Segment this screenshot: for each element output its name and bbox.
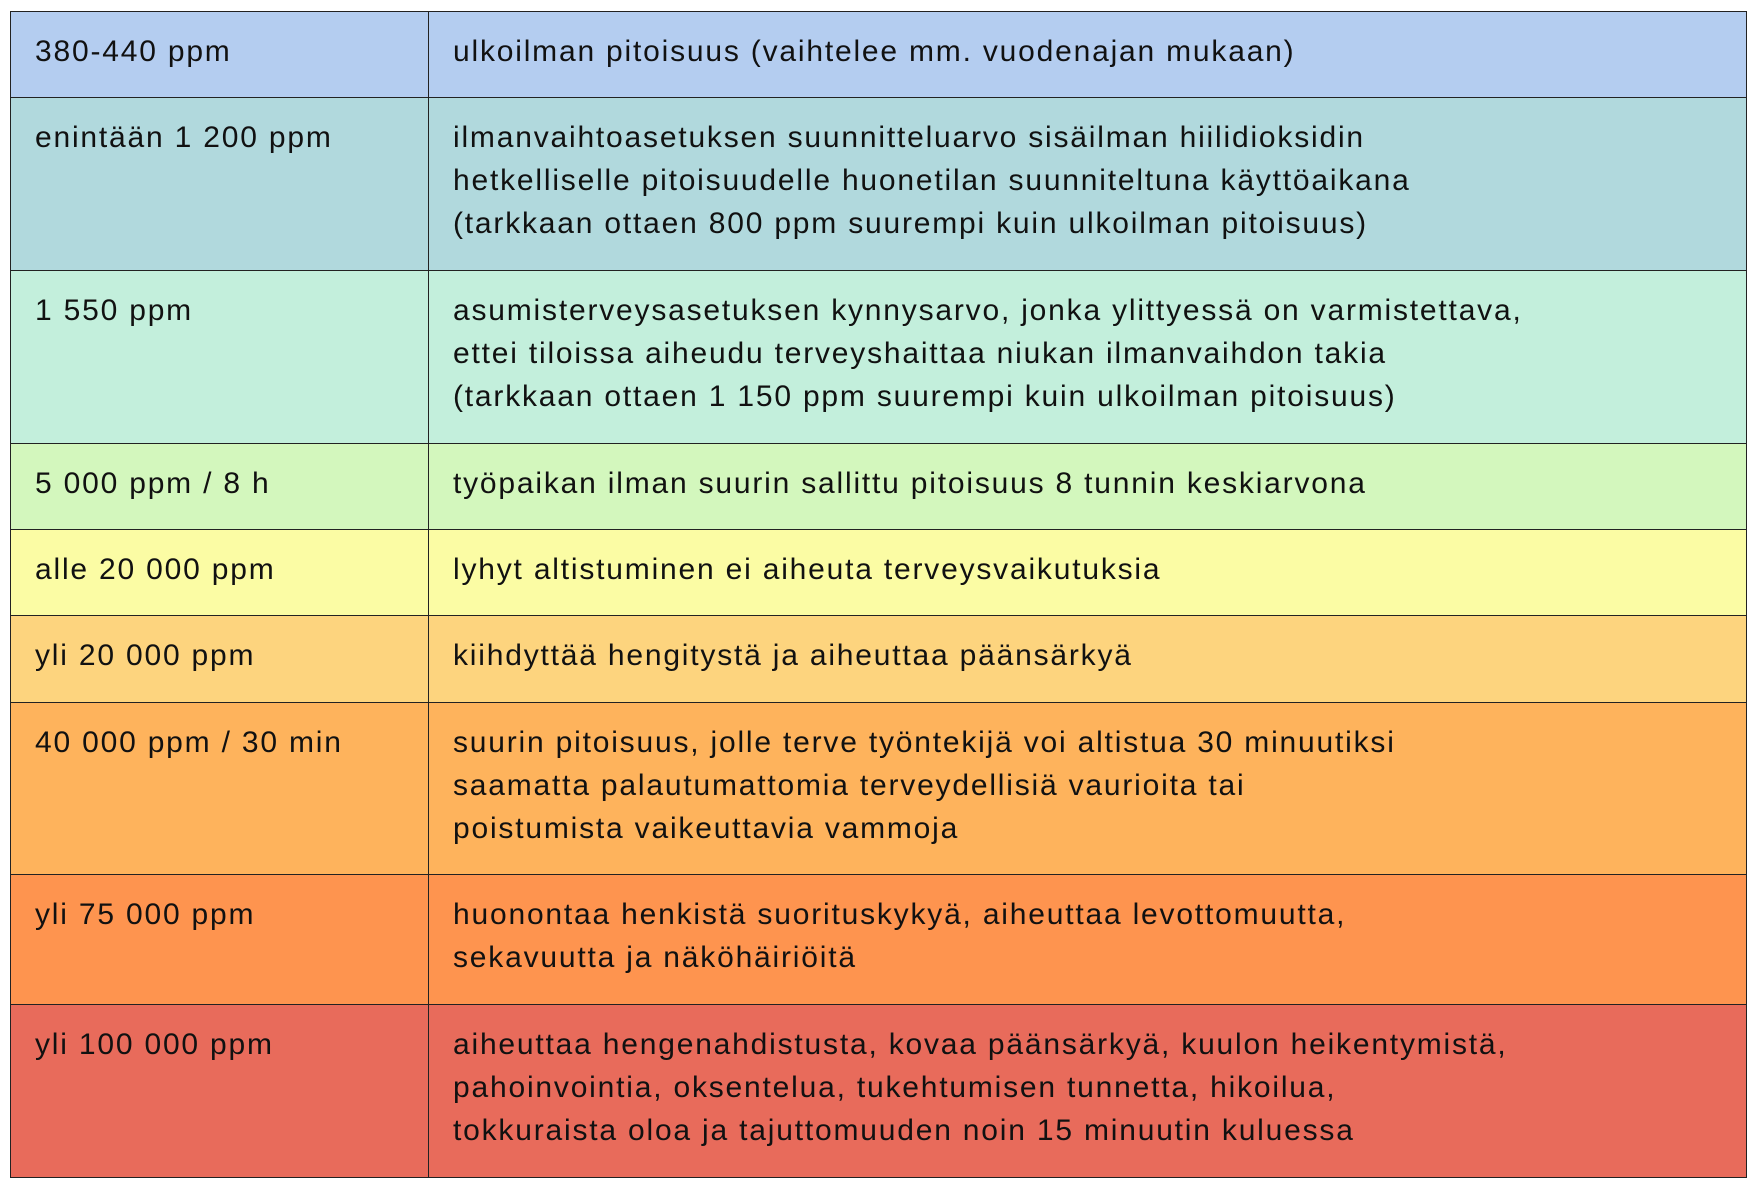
description-line: ilmanvaihtoasetuksen suunnitteluarvo sisäilman hiilidioksidin [453,121,1365,154]
description-cell [429,530,1747,616]
description-line: (tarkkaan ottaen 800 ppm suurempi kuin ulkoilman pitoisuus) [453,207,1368,240]
description-cell [429,444,1747,530]
concentration-cell: 5 000 ppm / 8 h [11,444,429,530]
table-row [11,703,1747,875]
concentration-cell: enintään 1 200 ppm [11,98,429,271]
concentration-cell: 380-440 ppm [11,12,429,98]
description-line: aiheuttaa hengenahdistusta, kovaa päänsärkyä, kuulon heikentymistä, [453,1028,1508,1061]
table-row [11,12,1747,98]
description-cell [429,875,1747,1005]
description-cell [429,616,1747,703]
table-row [11,1005,1747,1178]
concentration-cell: 40 000 ppm / 30 min [11,703,429,875]
concentration-cell: alle 20 000 ppm [11,530,429,616]
table-row [11,875,1747,1005]
description-line: asumisterveysasetuksen kynnysarvo, jonka ylittyessä on varmistettava, [453,294,1523,327]
description-line: hetkelliselle pitoisuudelle huonetilan suunniteltuna käyttöaikana [453,164,1411,197]
description-line: saamatta palautumattomia terveydellisiä vaurioita tai [453,769,1246,802]
concentration-cell: 1 550 ppm [11,271,429,444]
description-line: suurin pitoisuus, jolle terve työntekijä voi altistua 30 minuutiksi [453,726,1396,759]
description-line: (tarkkaan ottaen 1 150 ppm suurempi kuin ulkoilman pitoisuus) [453,380,1397,413]
concentration-cell: yli 20 000 ppm [11,616,429,703]
table-row [11,98,1747,271]
table-row [11,271,1747,444]
concentration-cell: yli 100 000 ppm [11,1005,429,1178]
description-line: työpaikan ilman suurin sallittu pitoisuus 8 tunnin keskiarvona [453,467,1367,500]
description-line: ulkoilman pitoisuus (vaihtelee mm. vuodenajan mukaan) [453,35,1296,68]
table-row [11,444,1747,530]
description-cell [429,271,1747,444]
description-line: huonontaa henkistä suorituskykyä, aiheuttaa levottomuutta, [453,898,1347,931]
description-line: kiihdyttää hengitystä ja aiheuttaa päänsärkyä [453,639,1133,672]
description-line: lyhyt altistuminen ei aiheuta terveysvaikutuksia [453,553,1162,586]
description-line: sekavuutta ja näköhäiriöitä [453,941,857,974]
description-cell [429,1005,1747,1178]
description-line: tokkuraista oloa ja tajuttomuuden noin 15 minuutin kuluessa [453,1114,1355,1147]
description-line: poistumista vaikeuttavia vammoja [453,812,960,845]
table-row [11,530,1747,616]
table-row [11,616,1747,703]
description-line: pahoinvointia, oksentelua, tukehtumisen tunnetta, hikoilua, [453,1071,1337,1104]
description-cell [429,12,1747,98]
description-line: ettei tiloissa aiheudu terveyshaittaa niukan ilmanvaihdon takia [453,337,1387,370]
description-cell [429,98,1747,271]
description-cell [429,703,1747,875]
concentration-cell: yli 75 000 ppm [11,875,429,1005]
co2-levels-table [10,11,1747,1178]
